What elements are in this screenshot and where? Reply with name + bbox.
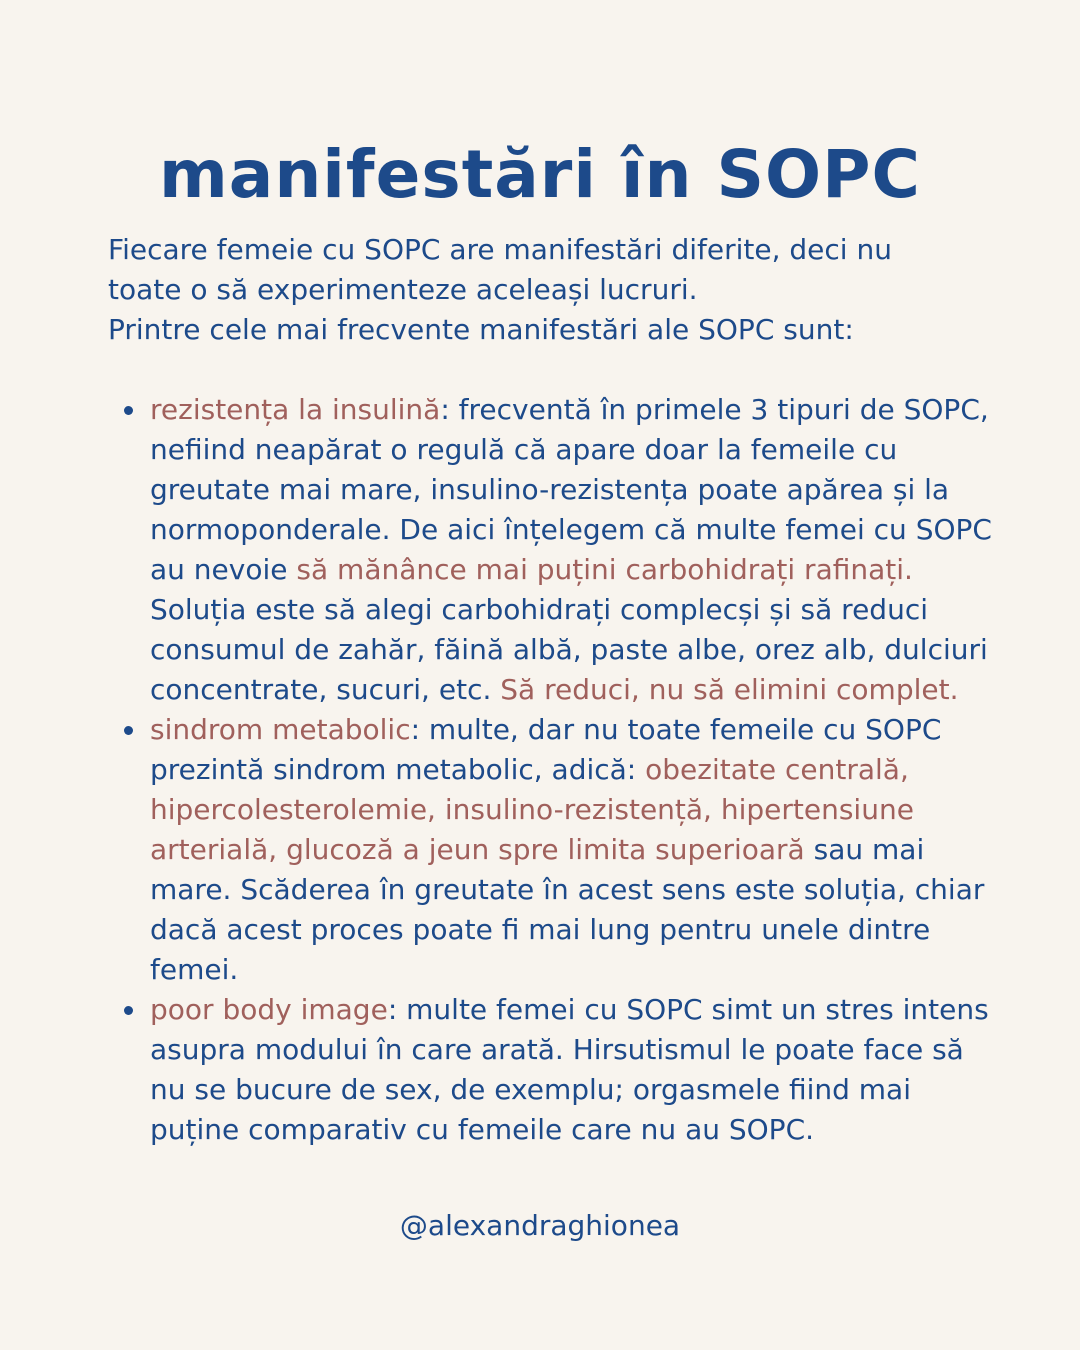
item-text: : multe femei cu SOPC simt un stres intens asupra modului în care arată. Hirsutismul le poate face să nu se bucure de sex, de exemplu; orgasmele fiind mai puține comparativ cu femeile care nu au SOPC. xyxy=(150,993,989,1146)
list-item-insulin-resistance xyxy=(150,390,1000,710)
bullet-icon xyxy=(124,406,133,415)
intro-line: Fiecare femeie cu SOPC are manifestări diferite, deci nu xyxy=(108,233,892,266)
item-text: Soluția este să alegi carbohidrați complecși și să reduci consumul de zahăr, făină albă, paste albe, orez alb, dulciuri concentrate, sucuri, etc. xyxy=(150,593,988,706)
intro-line: Printre cele mai frecvente manifestări ale SOPC sunt: xyxy=(108,313,854,346)
item-highlight: Să reduci, nu să elimini complet. xyxy=(500,673,959,706)
item-term: poor body image xyxy=(150,993,388,1026)
item-text: : multe, dar nu toate femeile cu SOPC prezintă sindrom metabolic, adică: xyxy=(150,713,942,786)
intro-line: toate o să experimenteze aceleași lucruri. xyxy=(108,273,698,306)
list-item-metabolic-syndrome xyxy=(150,710,1000,990)
item-text: sau mai mare. Scăderea în greutate în acest sens este soluția, chiar dacă acest proces poate fi mai lung pentru unele dintre femei. xyxy=(150,833,985,986)
intro-paragraph xyxy=(108,230,988,350)
item-term: sindrom metabolic xyxy=(150,713,411,746)
item-text: : frecventă în primele 3 tipuri de SOPC, nefiind neapărat o regulă că apare doar la femeile cu greutate mai mare, insulino-rezistența poate apărea și la normoponderale. De aici înțelegem că multe femei cu SOPC au nevoie xyxy=(150,393,992,586)
item-highlight: să mănânce mai puțini carbohidrați rafinați. xyxy=(296,553,913,586)
manifestations-list xyxy=(150,390,1000,1150)
item-term: rezistența la insulină xyxy=(150,393,441,426)
page-title: manifestări în SOPC xyxy=(159,136,921,213)
bullet-icon xyxy=(124,1006,133,1015)
item-highlight: obezitate centrală, hipercolesterolemie, insulino-rezistență, hipertensiune arterială, glucoză a jeun spre limita superioară xyxy=(150,753,914,866)
bullet-icon xyxy=(124,726,133,735)
list-item-body-image xyxy=(150,990,1000,1150)
author-handle: @alexandraghionea xyxy=(399,1209,681,1242)
